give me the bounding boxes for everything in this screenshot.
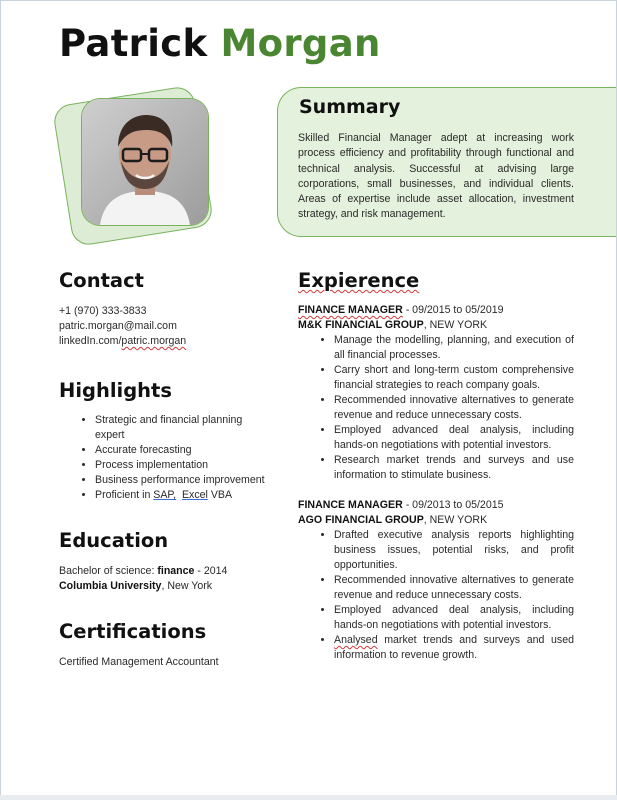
- job-role: FINANCE MANAGER: [298, 499, 403, 511]
- contact-title: Contact: [59, 269, 144, 292]
- summary-text: Skilled Financial Manager adept at increasing work process efficiency and profitability through functional and technical analysis. Successful at advising large corporations, small businesses, and individual clients. Areas of expertise include asset allocation, investment strategy, and risk management.: [298, 132, 574, 221]
- highlight-item: • Accurate forecasting: [95, 443, 269, 458]
- page-bottom-edge: [0, 795, 617, 800]
- job-bullet: • Manage the modelling, planning, and execution of all financial processes.: [334, 333, 574, 363]
- job-dates: - 09/2013 to 05/2015: [402, 499, 504, 511]
- job-bullet: • Recommended innovative alternatives to generate revenue and reduce unnecessary costs.: [334, 573, 574, 603]
- education-title: Education: [59, 529, 169, 552]
- job-bullets: [298, 333, 574, 483]
- highlight-last-suffix: VBA: [207, 489, 233, 501]
- education-degree: [59, 564, 269, 579]
- highlight-item: [95, 488, 269, 503]
- job-bullet: • Drafted executive analysis reports highlighting business issues, potential risks, and profit opportunities.: [334, 528, 574, 573]
- job-bullet: • Employed advanced deal analysis, including hands-on negotiations with potential investors.: [334, 603, 574, 633]
- job-role-line: [298, 498, 574, 513]
- linkedin-handle: patric.morgan: [121, 335, 187, 347]
- job-company-line: [298, 513, 574, 528]
- job-location: , NEW YORK: [423, 514, 488, 526]
- job-bullet-first-word: Analysed: [334, 634, 378, 646]
- experience-title-text: Expierence: [298, 269, 420, 292]
- first-name: Patrick: [59, 22, 208, 65]
- job-entry: [298, 498, 574, 663]
- contact-linkedin[interactable]: [59, 334, 269, 349]
- highlights-list: [59, 413, 269, 503]
- school-name: Columbia University: [59, 580, 162, 592]
- job-entry: [298, 303, 574, 483]
- job-bullets: [298, 528, 574, 663]
- summary-title: Summary: [299, 96, 401, 118]
- job-company: AGO FINANCIAL GROUP: [298, 514, 424, 526]
- school-location: , New York: [161, 580, 213, 592]
- job-bullet: • Employed advanced deal analysis, including hands-on negotiations with potential investors.: [334, 423, 574, 453]
- degree-field: finance: [157, 565, 195, 577]
- job-bullet: • Research market trends and surveys and use information to stimulate business.: [334, 453, 574, 483]
- job-dates: - 09/2015 to 05/2019: [402, 304, 504, 316]
- highlights-title: Highlights: [59, 379, 172, 402]
- job-bullet: • Recommended innovative alternatives to generate revenue and reduce unnecessary costs.: [334, 393, 574, 423]
- job-company: M&K FINANCIAL GROUP: [298, 319, 424, 331]
- linkedin-prefix: linkedIn.com/: [59, 335, 122, 347]
- job-bullet: • Carry short and long-term custom comprehensive financial strategies to reach company goals.: [334, 363, 574, 393]
- certification-item: Certified Management Accountant: [59, 656, 219, 668]
- job-role: FINANCE MANAGER: [298, 304, 403, 316]
- job-role-line: [298, 303, 574, 318]
- certifications-section: [59, 619, 269, 670]
- profile-photo: [82, 99, 208, 225]
- last-name: Morgan: [220, 22, 381, 65]
- job-company-line: [298, 318, 574, 333]
- degree-prefix: Bachelor of science:: [59, 565, 158, 577]
- experience-title: [298, 268, 574, 294]
- contact-section: [59, 268, 269, 349]
- highlight-item: • Process implementation: [95, 458, 269, 473]
- highlight-last-prefix: Proficient in: [95, 489, 154, 501]
- job-bullet-rest: market trends and surveys and used information to revenue growth.: [334, 634, 574, 661]
- job-bullet: [334, 633, 574, 663]
- resume-name: [59, 22, 381, 66]
- degree-year: - 2014: [194, 565, 228, 577]
- highlight-item: • Strategic and financial planning expert: [95, 413, 269, 443]
- person-photo-icon: [82, 99, 208, 225]
- highlight-item: • Business performance improvement: [95, 473, 269, 488]
- education-section: [59, 528, 269, 594]
- highlight-sap: SAP,: [153, 489, 177, 501]
- highlights-section: [59, 378, 269, 503]
- contact-email[interactable]: patric.morgan@mail.com: [59, 320, 177, 332]
- education-school: [59, 579, 269, 594]
- job-location: , NEW YORK: [423, 319, 488, 331]
- left-column: [59, 268, 269, 670]
- highlight-excel: Excel: [181, 489, 208, 501]
- certifications-title: Certifications: [59, 620, 207, 643]
- contact-phone: +1 (970) 333-3833: [59, 305, 147, 317]
- right-column: [298, 268, 574, 663]
